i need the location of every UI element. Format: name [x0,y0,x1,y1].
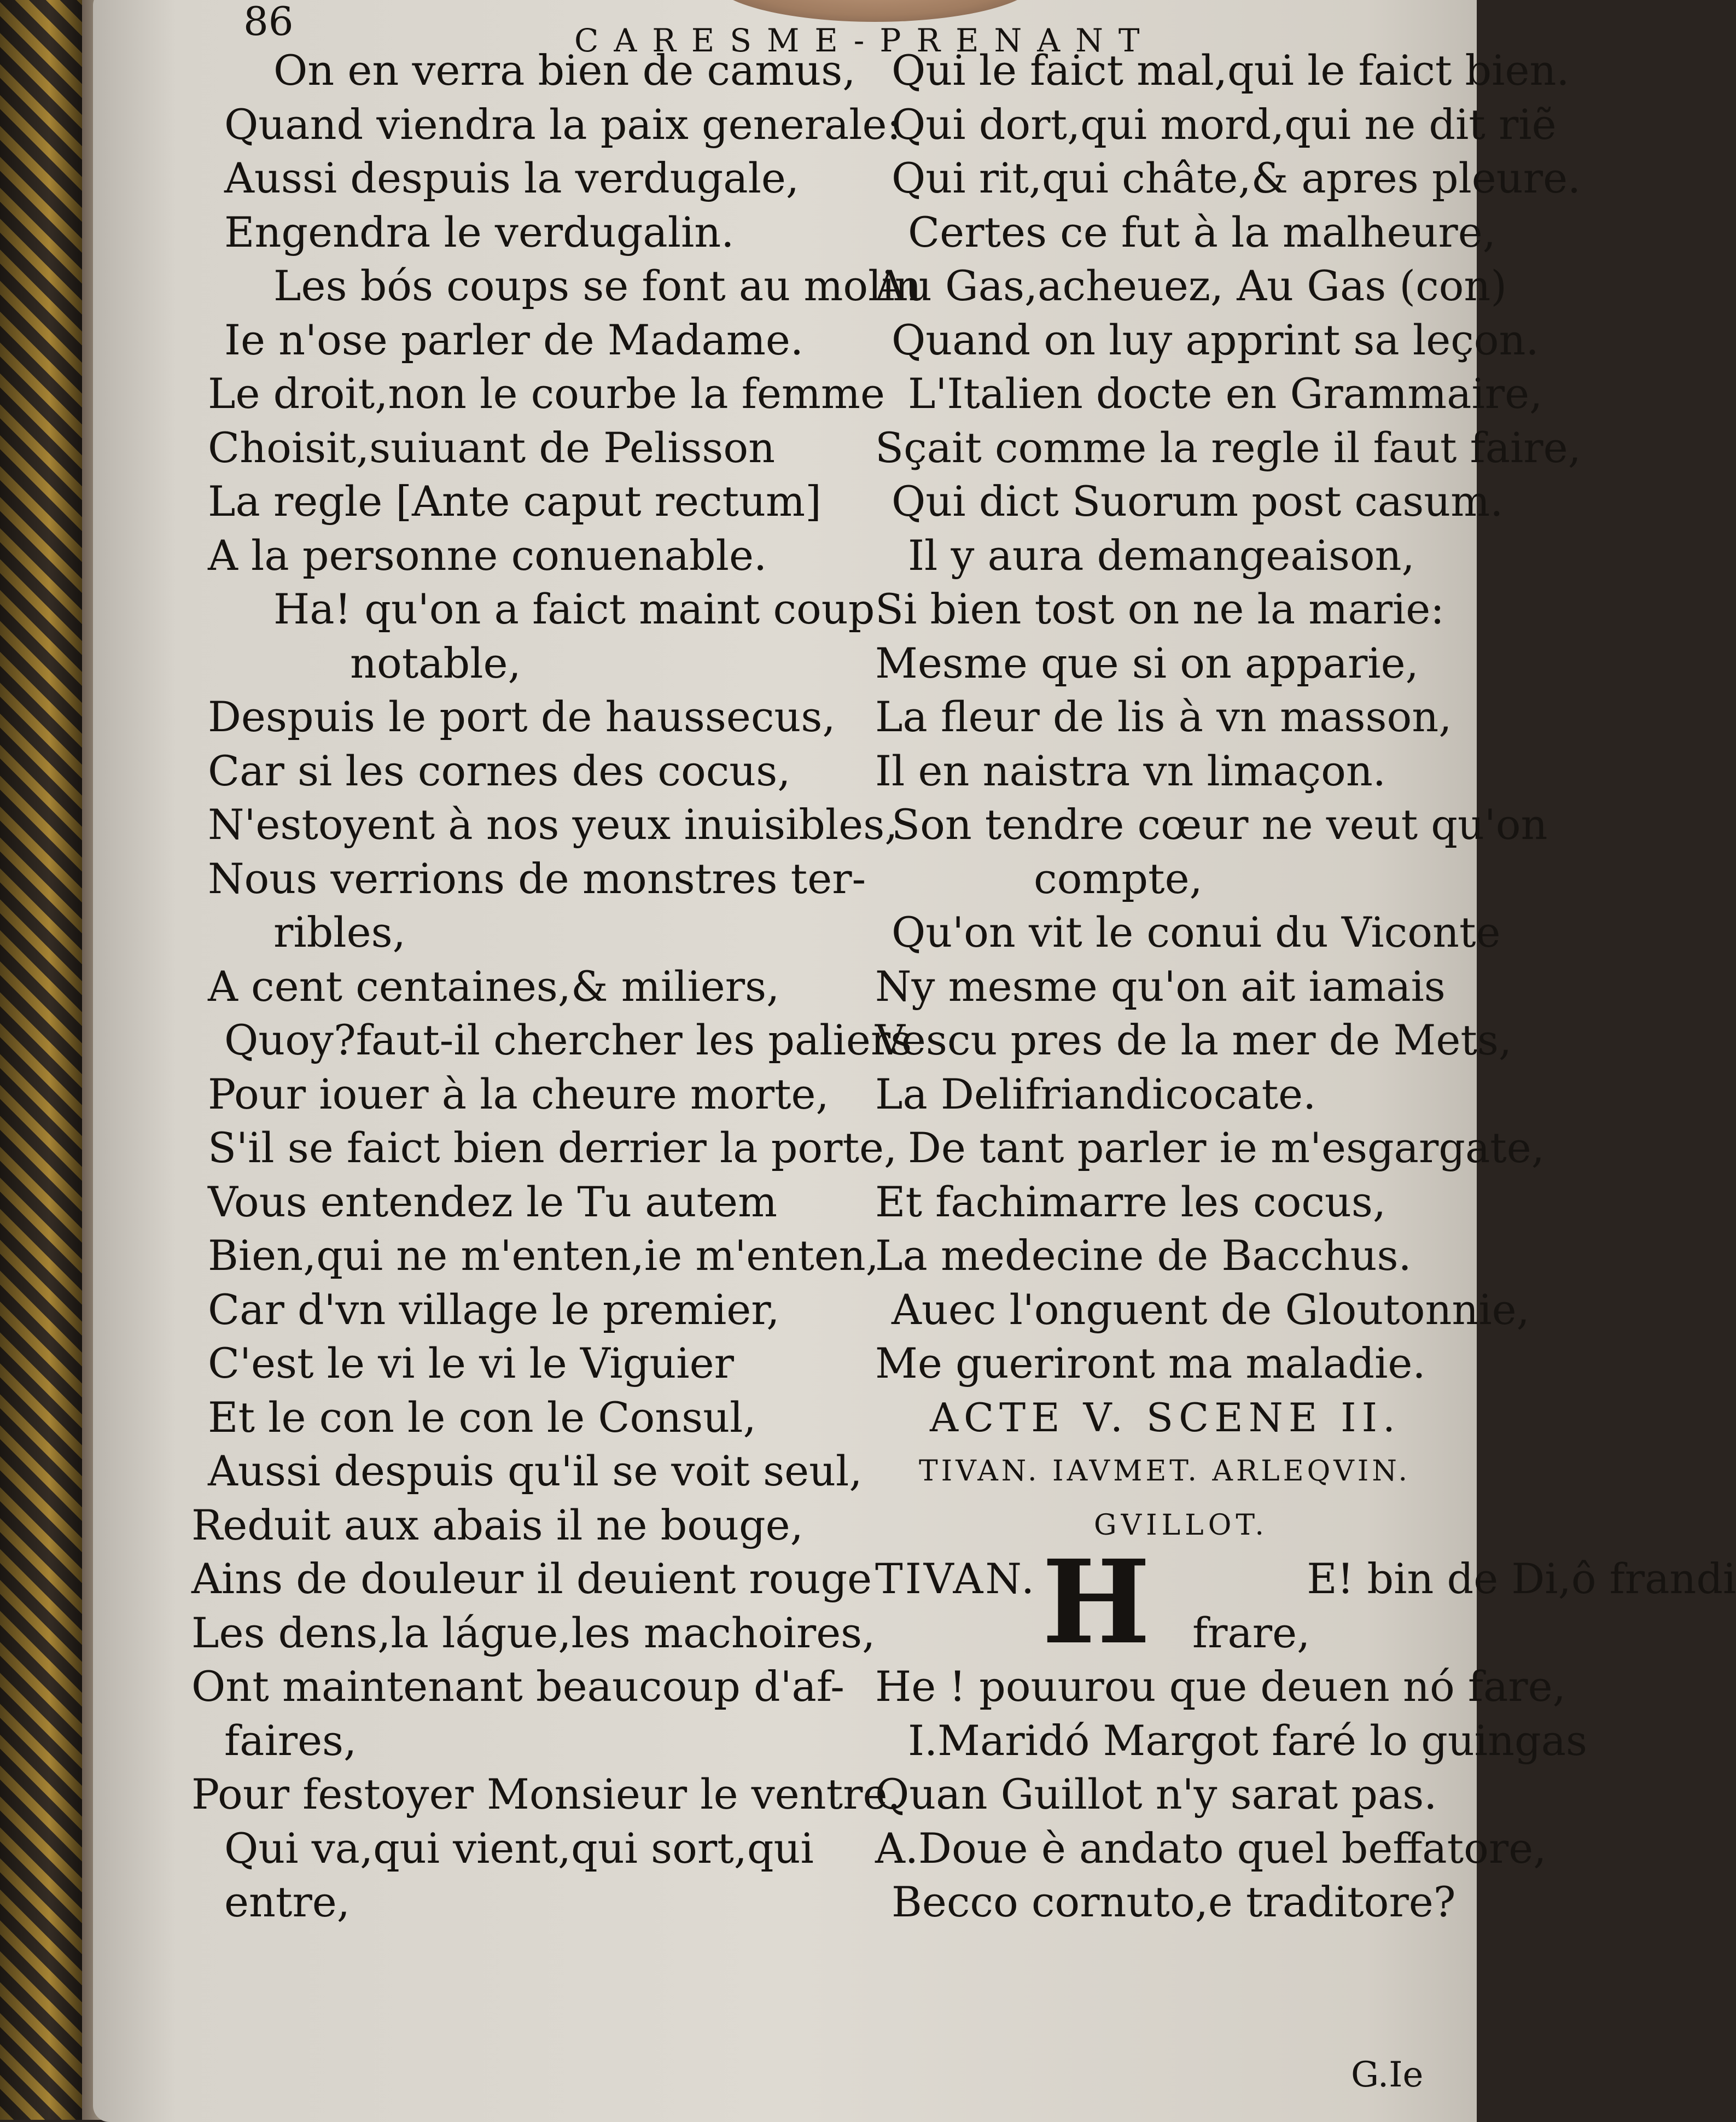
verse-line: Aussi despuis qu'il se voit seul, [208,1447,863,1495]
verse-line: notable, [350,638,521,687]
verse-line: Certes ce fut à la malheure, [908,207,1496,256]
verse-line: Ha! qu'on a faict maint coup [273,585,875,633]
verse-line: Le droit,non le courbe la femme [208,369,885,418]
verse-line: Pour iouer à la cheure morte, [208,1069,829,1118]
verse-line: Quand viendra la paix generale: [224,100,901,149]
verse-line: Son tendre cœur ne veut qu'on [892,800,1548,849]
spine-shadow [0,0,82,2120]
verse-line: Sçait comme la regle il faut faire, [875,423,1581,472]
verse-line: Quand on luy apprint sa leçon. [892,315,1539,364]
right-verse-column [875,44,1736,1929]
verse-line: Aussi despuis la verdugale, [224,154,800,202]
verse-line: Car d'vn village le premier, [208,1285,780,1334]
verse-line: Les dens,la lágue,les machoires, [191,1608,876,1657]
verse-line: Reduit aux abais il ne bouge, [191,1500,803,1549]
verse-line: Qui dict Suorum post casum. [892,477,1504,526]
verse-line: C'est le vi le vi le Viguier [208,1339,734,1388]
verse-line: Nous verrions de monstres ter- [208,854,866,903]
verse-line: A.Doue è andato quel beffatore, [875,1823,1547,1873]
verse-line: A cent centaines,& miliers, [208,961,780,1011]
page-number: 86 [243,0,294,44]
verse-line: Ont maintenant beaucoup d'af- [191,1662,844,1711]
verse-line: Auec l'onguent de Gloutonnie, [892,1285,1530,1334]
verse-line: Despuis le port de haussecus, [208,692,836,741]
verse-line: La medecine de Bacchus. [875,1231,1412,1280]
verse-line: Bien,qui ne m'enten,ie m'enten, [208,1231,879,1280]
verse-line: Au Gas,acheuez, Au Gas (con) [875,261,1507,310]
verse-line: ribles, [273,908,406,957]
verse-line: Qui le faict mal,qui le faict bien. [892,46,1570,95]
verse-line: Mesme que si on apparie, [875,638,1419,687]
verse-line: He ! pouurou que deuen nó fare, [875,1662,1566,1711]
verse-line: Me gueriront ma maladie. [875,1339,1426,1388]
verse-line: frare, [1192,1608,1310,1657]
verse-line: Si bien tost on ne la marie: [875,585,1444,633]
verse-line: Qui va,qui vient,qui sort,qui [224,1823,814,1873]
verse-line: I.Maridó Margot faré lo guingas [908,1716,1588,1765]
verse-line: La regle [Ante caput rectum] [208,477,822,526]
verse-line: De tant parler ie m'esgargate, [908,1123,1545,1172]
verse-line: Ie n'ose parler de Madame. [224,315,804,364]
verse-line: N'estoyent à nos yeux inuisibles, [208,800,898,849]
verse-line: Vous entendez le Tu autem [208,1177,778,1226]
verse-line: compte, [1034,854,1203,903]
verse-line: La Delifriandicocate. [875,1069,1316,1118]
verse-line: Les bós coups se font au molin [273,261,922,310]
verse-line: Ains de douleur il deuient rouge [191,1554,872,1603]
verse-line: A la personne conuenable. [208,530,767,580]
catchword: G.Ie [1351,2055,1424,2095]
running-head: CARESME-PRENANT [574,22,1155,59]
verse-line: Et fachimarre les cocus, [875,1177,1387,1226]
verse-line: entre, [224,1878,350,1926]
verse-line: Engendra le verdugalin. [224,207,735,256]
verse-line: Quoy?faut-il chercher les paliers [224,1016,912,1064]
verse-line: Et le con le con le Consul, [208,1392,756,1442]
verse-line: Qui rit,qui châte,& apres pleure. [892,154,1581,202]
verse-line: Pour festoyer Monsieur le ventre. [191,1770,901,1818]
verse-line: La fleur de lis à vn masson, [875,692,1452,741]
verse-line: Qui dort,qui mord,qui ne dit riẽ [892,100,1557,149]
verse-line: L'Italien docte en Grammaire, [908,369,1543,418]
verse-line: Ny mesme qu'on ait iamais [875,961,1446,1011]
cast-list-continued: GVILLOT. [1094,1508,1268,1542]
verse-line: Il en naistra vn limaçon. [875,746,1386,795]
verse-line: Choisit,suiuant de Pelisson [208,423,776,472]
verse-line: On en verra bien de camus, [273,46,856,95]
cast-list: TIVAN. IAVMET. ARLEQVIN. [919,1455,1411,1488]
verse-line: E! bin de Di,ô frandi [1307,1554,1736,1603]
verse-line: Quan Guillot n'y sarat pas. [875,1770,1437,1818]
speaker-name: TIVAN. [875,1554,1037,1603]
verse-line: Vescu pres de la mer de Mets, [875,1016,1512,1064]
verse-line: Car si les cornes des cocus, [208,746,791,795]
verse-line: faires, [224,1716,357,1765]
left-verse-column [191,44,922,1929]
verse-line: S'il se faict bien derrier la porte, [208,1123,898,1172]
act-scene-heading: ACTE V. SCENE II. [930,1394,1401,1441]
drop-cap: H [1042,1535,1151,1670]
book-page [93,0,1736,2122]
verse-line: Qu'on vit le conui du Viconte [892,908,1501,957]
verse-line: Becco cornuto,e traditore? [892,1878,1456,1926]
verse-line: Il y aura demangeaison, [908,530,1415,580]
